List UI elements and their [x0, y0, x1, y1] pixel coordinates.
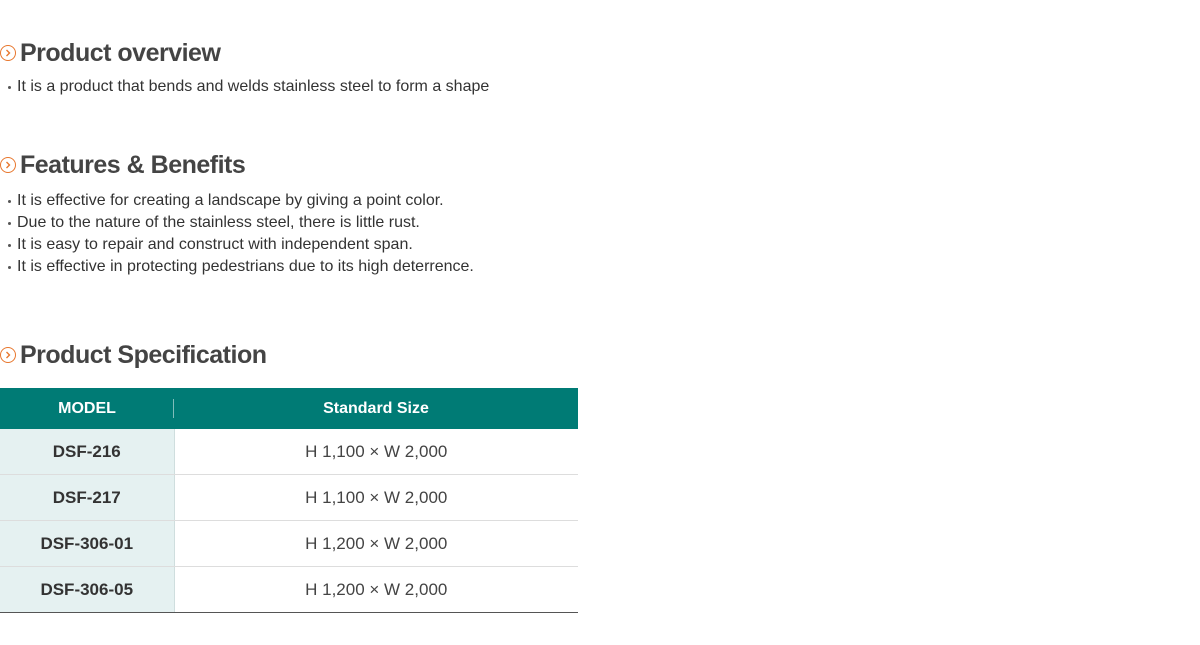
size-cell: H 1,100 × W 2,000 [174, 429, 578, 475]
table-row [0, 429, 578, 475]
model-cell: DSF-306-05 [0, 567, 174, 613]
bullet-icon [8, 86, 11, 89]
list-item [0, 234, 474, 256]
list-item-text: It is effective in protecting pedestrians due to its high deterrence. [17, 258, 474, 275]
specification-table [0, 388, 578, 613]
list-item [0, 76, 489, 98]
list-item [0, 190, 474, 212]
chevron-right-circle-icon [0, 347, 16, 363]
specification-heading [0, 338, 266, 372]
column-header-standard-size: Standard Size [174, 388, 578, 429]
table-row [0, 475, 578, 521]
specification-title: Product Specification [20, 340, 267, 369]
overview-list [0, 76, 489, 98]
model-cell: DSF-217 [0, 475, 174, 521]
bullet-icon [8, 222, 11, 225]
list-item-text: It is a product that bends and welds stainless steel to form a shape [17, 78, 490, 95]
overview-heading [0, 36, 489, 70]
table-row [0, 521, 578, 567]
features-section [0, 148, 474, 278]
model-cell: DSF-216 [0, 429, 174, 475]
table-row [0, 567, 578, 613]
model-cell: DSF-306-01 [0, 521, 174, 567]
size-cell: H 1,100 × W 2,000 [174, 475, 578, 521]
specification-section [0, 338, 448, 599]
list-item [0, 212, 474, 234]
features-list [0, 190, 474, 278]
size-cell: H 1,200 × W 2,000 [174, 567, 578, 613]
features-heading [0, 148, 474, 182]
list-item [0, 256, 474, 278]
list-item-text: It is effective for creating a landscape by giving a point color. [17, 192, 444, 209]
features-title: Features & Benefits [20, 150, 246, 179]
size-cell: H 1,200 × W 2,000 [174, 521, 578, 567]
chevron-right-circle-icon [0, 157, 16, 173]
bullet-icon [8, 266, 11, 269]
overview-title: Product overview [20, 38, 221, 67]
overview-section [0, 36, 489, 98]
list-item-text: Due to the nature of the stainless steel, there is little rust. [17, 214, 420, 231]
column-header-model: MODEL [0, 388, 174, 429]
bullet-icon [8, 244, 11, 247]
bullet-icon [8, 200, 11, 203]
list-item-text: It is easy to repair and construct with independent span. [17, 236, 413, 253]
table-header-row [0, 388, 578, 429]
chevron-right-circle-icon [0, 45, 16, 61]
